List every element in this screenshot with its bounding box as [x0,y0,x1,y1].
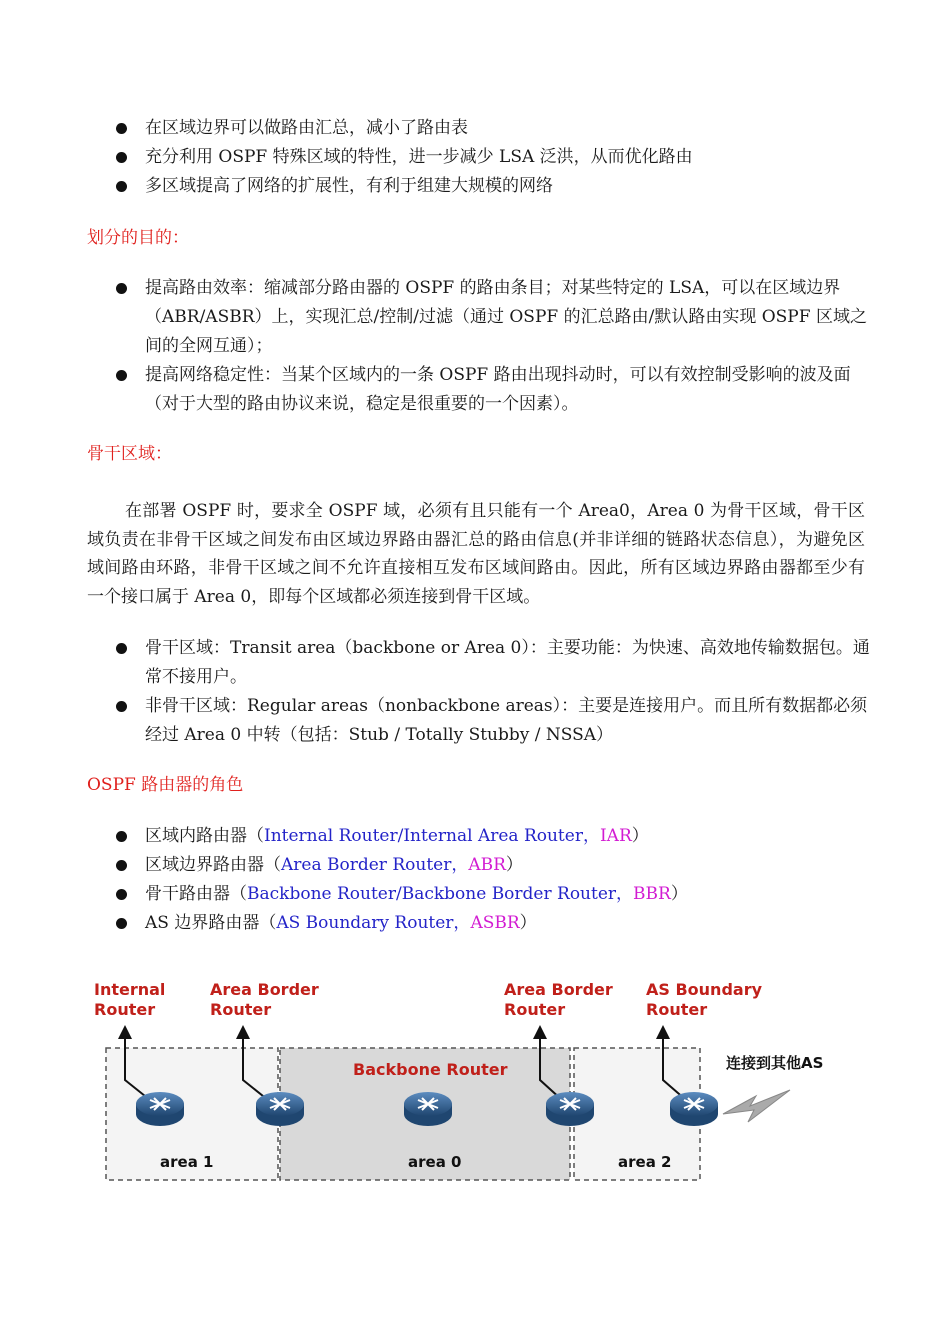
list-item: 骨干路由器（Backbone Router/Backbone Border Router，BBR） [112,880,872,909]
label-area1: area 1 [160,1153,214,1171]
bullet-icon [116,889,127,900]
list-item: 多区域提高了网络的扩展性，有利于组建大规模的网络 [112,172,872,201]
label-area-border-router-2: Area Border Router [504,980,613,1019]
bullet-icon [116,370,127,381]
router-icon [670,1092,718,1126]
bullet-icon [116,283,127,294]
roles-list [112,822,872,938]
list-item: AS 边界路由器（AS Boundary Router，ASBR） [112,909,872,938]
list-item: 在区域边界可以做路由汇总，减小了路由表 [112,114,872,143]
areas-list [112,634,872,750]
label-area0: area 0 [408,1153,462,1171]
list-item: 提高网络稳定性：当某个区域内的一条 OSPF 路由出现抖动时，可以有效控制受影响的波及面（对于大型的路由协议来说，稳定是很重要的一个因素）。 [112,361,872,419]
heading-roles: OSPF 路由器的角色 [87,775,244,795]
router-icon [404,1092,452,1126]
label-other-as: 连接到其他AS [726,1054,824,1072]
list-item: 区域边界路由器（Area Border Router，ABR） [112,851,872,880]
label-as-boundary-router: AS Boundary Router [646,980,763,1019]
list-item: 非骨干区域：Regular areas（nonbackbone areas）：主要是连接用户。而且所有数据都必须经过 Area 0 中转（包括：Stub / Totally Stubby / NSSA） [112,692,872,750]
bullet-icon [116,123,127,134]
list-item: 骨干区域：Transit area（backbone or Area 0）：主要功能：为快速、高效地传输数据包。通常不接用户。 [112,634,872,692]
backbone-paragraph: 在部署 OSPF 时，要求全 OSPF 域，必须有且只能有一个 Area0，Area 0 为骨干区域，骨干区域负责在非骨干区域之间发布由区域边界路由器汇总的路由信息(并非详细的链路状态信息），为避免区域间路由环路，非骨干区域之间不允许直接相互发布区域间路由。因此，所有区域边界路由器都至少有一个接口属于 Area 0，即每个区域都必须连接到骨干区域。 [87,501,865,607]
heading-backbone: 骨干区域： [87,444,172,464]
label-area-border-router-1: Area Border Router [210,980,319,1019]
label-backbone-router: Backbone Router [353,1060,508,1079]
purpose-list [112,274,872,419]
ospf-area-diagram [88,972,868,1192]
lightning-icon [723,1090,790,1122]
benefits-list [112,114,872,201]
router-icon [136,1092,184,1126]
bullet-icon [116,701,127,712]
label-area2: area 2 [618,1153,672,1171]
list-item: 充分利用 OSPF 特殊区域的特性，进一步减少 LSA 泛洪，从而优化路由 [112,143,872,172]
bullet-icon [116,860,127,871]
bullet-icon [116,918,127,929]
heading-purpose: 划分的目的： [87,228,189,248]
bullet-icon [116,831,127,842]
list-item: 提高路由效率：缩减部分路由器的 OSPF 的路由条目；对某些特定的 LSA，可以在区域边界（ABR/ASBR）上，实现汇总/控制/过滤（通过 OSPF 的汇总路由/默认路由实现 OSPF 区域之间的全网互通）； [112,274,872,361]
router-icon [256,1092,304,1126]
bullet-icon [116,643,127,654]
router-icon [546,1092,594,1126]
bullet-icon [116,152,127,163]
list-item: 区域内路由器（Internal Router/Internal Area Router，IAR） [112,822,872,851]
label-internal-router: Internal Router [94,980,166,1019]
bullet-icon [116,181,127,192]
